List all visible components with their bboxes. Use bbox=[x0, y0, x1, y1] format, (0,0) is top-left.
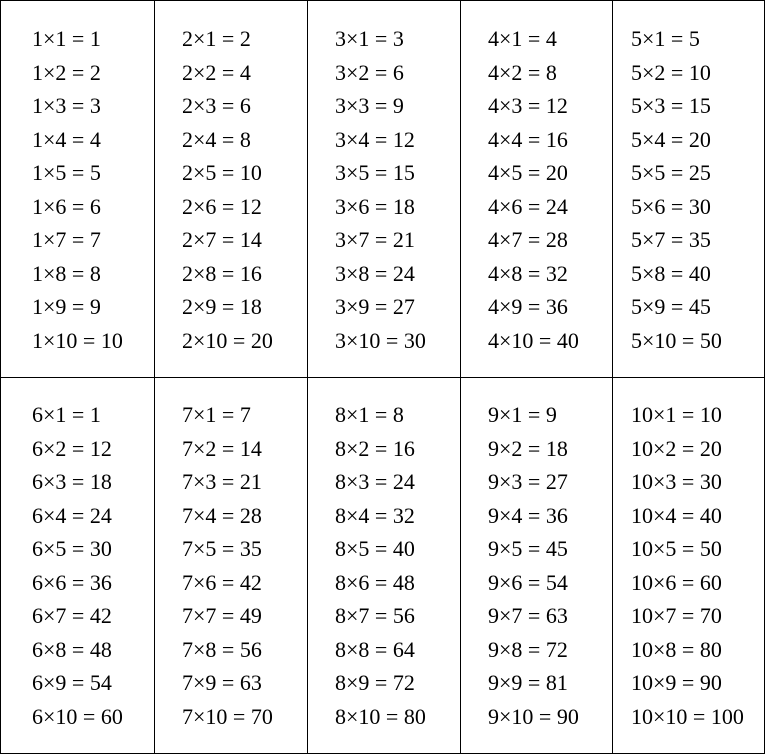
equation-row: 5×10 = 50 bbox=[631, 327, 722, 353]
equation-row: 9×9 = 81 bbox=[488, 670, 568, 695]
equation-row: 4×1 = 4 bbox=[488, 26, 557, 51]
equation-row: 7×3 = 21 bbox=[182, 469, 262, 494]
equation-row: 1×4 = 4 bbox=[32, 126, 101, 152]
equation-row: 5×9 = 45 bbox=[631, 294, 711, 319]
equation-row: 8×3 = 24 bbox=[335, 469, 415, 494]
equation-row: 1×5 = 5 bbox=[32, 160, 101, 185]
equation-row: 7×2 = 14 bbox=[182, 435, 262, 461]
equation-row: 2×5 = 10 bbox=[182, 160, 262, 185]
equation-row: 2×6 = 12 bbox=[182, 193, 262, 219]
equation-row: 10×7 = 70 bbox=[631, 603, 722, 628]
equation-row: 10×8 = 80 bbox=[631, 636, 722, 662]
equation-row: 10×10 = 100 bbox=[631, 703, 744, 729]
equation-row: 2×8 = 16 bbox=[182, 260, 262, 286]
equation-row: 6×8 = 48 bbox=[32, 636, 112, 662]
equation-row: 10×3 = 30 bbox=[631, 469, 722, 494]
equation-row: 8×7 = 56 bbox=[335, 603, 415, 628]
equation-row: 8×8 = 64 bbox=[335, 636, 415, 662]
equation-row: 4×10 = 40 bbox=[488, 327, 579, 353]
equation-row: 4×7 = 28 bbox=[488, 227, 568, 252]
equation-row: 6×9 = 54 bbox=[32, 670, 112, 695]
equation-row: 9×2 = 18 bbox=[488, 435, 568, 461]
equation-row: 1×6 = 6 bbox=[32, 193, 101, 219]
equation-row: 1×9 = 9 bbox=[32, 294, 101, 319]
equation-row: 10×1 = 10 bbox=[631, 402, 722, 427]
equation-row: 1×2 = 2 bbox=[32, 59, 101, 85]
equation-row: 5×1 = 5 bbox=[631, 26, 700, 51]
equation-row: 8×10 = 80 bbox=[335, 703, 426, 729]
equation-row: 3×9 = 27 bbox=[335, 294, 415, 319]
equation-row: 8×5 = 40 bbox=[335, 536, 415, 561]
equation-row: 7×7 = 49 bbox=[182, 603, 262, 628]
equation-row: 7×4 = 28 bbox=[182, 502, 262, 528]
equation-row: 5×8 = 40 bbox=[631, 260, 711, 286]
equation-row: 7×5 = 35 bbox=[182, 536, 262, 561]
equation-row: 4×5 = 20 bbox=[488, 160, 568, 185]
equation-row: 3×8 = 24 bbox=[335, 260, 415, 286]
equation-row: 3×7 = 21 bbox=[335, 227, 415, 252]
equation-row: 10×9 = 90 bbox=[631, 670, 722, 695]
equation-row: 6×4 = 24 bbox=[32, 502, 112, 528]
equation-row: 3×1 = 3 bbox=[335, 26, 404, 51]
equation-row: 8×9 = 72 bbox=[335, 670, 415, 695]
equation-row: 9×4 = 36 bbox=[488, 502, 568, 528]
equation-row: 4×3 = 12 bbox=[488, 93, 568, 118]
equation-row: 9×6 = 54 bbox=[488, 569, 568, 595]
row-divider bbox=[1, 377, 764, 378]
equation-row: 4×2 = 8 bbox=[488, 59, 557, 85]
equation-row: 7×8 = 56 bbox=[182, 636, 262, 662]
equation-row: 4×9 = 36 bbox=[488, 294, 568, 319]
equation-row: 1×7 = 7 bbox=[32, 227, 101, 252]
equation-row: 5×4 = 20 bbox=[631, 126, 711, 152]
equation-row: 9×8 = 72 bbox=[488, 636, 568, 662]
equation-row: 7×9 = 63 bbox=[182, 670, 262, 695]
equation-row: 2×3 = 6 bbox=[182, 93, 251, 118]
equation-row: 6×1 = 1 bbox=[32, 402, 101, 427]
equation-row: 7×1 = 7 bbox=[182, 402, 251, 427]
equation-row: 9×3 = 27 bbox=[488, 469, 568, 494]
equation-row: 5×2 = 10 bbox=[631, 59, 711, 85]
equation-row: 5×6 = 30 bbox=[631, 193, 711, 219]
equation-row: 6×7 = 42 bbox=[32, 603, 112, 628]
equation-row: 1×1 = 1 bbox=[32, 26, 101, 51]
equation-row: 10×4 = 40 bbox=[631, 502, 722, 528]
equation-row: 3×4 = 12 bbox=[335, 126, 415, 152]
equation-row: 4×4 = 16 bbox=[488, 126, 568, 152]
equation-row: 5×5 = 25 bbox=[631, 160, 711, 185]
equation-row: 2×2 = 4 bbox=[182, 59, 251, 85]
equation-row: 6×3 = 18 bbox=[32, 469, 112, 494]
equation-row: 9×7 = 63 bbox=[488, 603, 568, 628]
equation-row: 7×10 = 70 bbox=[182, 703, 273, 729]
equation-row: 10×6 = 60 bbox=[631, 569, 722, 595]
equation-row: 10×5 = 50 bbox=[631, 536, 722, 561]
equation-row: 4×6 = 24 bbox=[488, 193, 568, 219]
equation-row: 9×10 = 90 bbox=[488, 703, 579, 729]
equation-row: 1×8 = 8 bbox=[32, 260, 101, 286]
equation-row: 3×5 = 15 bbox=[335, 160, 415, 185]
equation-row: 6×5 = 30 bbox=[32, 536, 112, 561]
equation-row: 6×2 = 12 bbox=[32, 435, 112, 461]
equation-row: 5×3 = 15 bbox=[631, 93, 711, 118]
equation-row: 3×3 = 9 bbox=[335, 93, 404, 118]
equation-row: 2×1 = 2 bbox=[182, 26, 251, 51]
equation-row: 1×10 = 10 bbox=[32, 327, 123, 353]
equation-row: 8×6 = 48 bbox=[335, 569, 415, 595]
equation-row: 3×2 = 6 bbox=[335, 59, 404, 85]
equation-row: 3×6 = 18 bbox=[335, 193, 415, 219]
equation-row: 7×6 = 42 bbox=[182, 569, 262, 595]
equation-row: 8×2 = 16 bbox=[335, 435, 415, 461]
equation-row: 8×4 = 32 bbox=[335, 502, 415, 528]
equation-row: 5×7 = 35 bbox=[631, 227, 711, 252]
equation-row: 2×9 = 18 bbox=[182, 294, 262, 319]
equation-row: 6×6 = 36 bbox=[32, 569, 112, 595]
equation-row: 4×8 = 32 bbox=[488, 260, 568, 286]
equation-row: 2×10 = 20 bbox=[182, 327, 273, 353]
equation-row: 10×2 = 20 bbox=[631, 435, 722, 461]
equation-row: 2×7 = 14 bbox=[182, 227, 262, 252]
equation-row: 1×3 = 3 bbox=[32, 93, 101, 118]
equation-row: 2×4 = 8 bbox=[182, 126, 251, 152]
equation-row: 8×1 = 8 bbox=[335, 402, 404, 427]
equation-row: 3×10 = 30 bbox=[335, 327, 426, 353]
equation-row: 6×10 = 60 bbox=[32, 703, 123, 729]
equation-row: 9×1 = 9 bbox=[488, 402, 557, 427]
equation-row: 9×5 = 45 bbox=[488, 536, 568, 561]
